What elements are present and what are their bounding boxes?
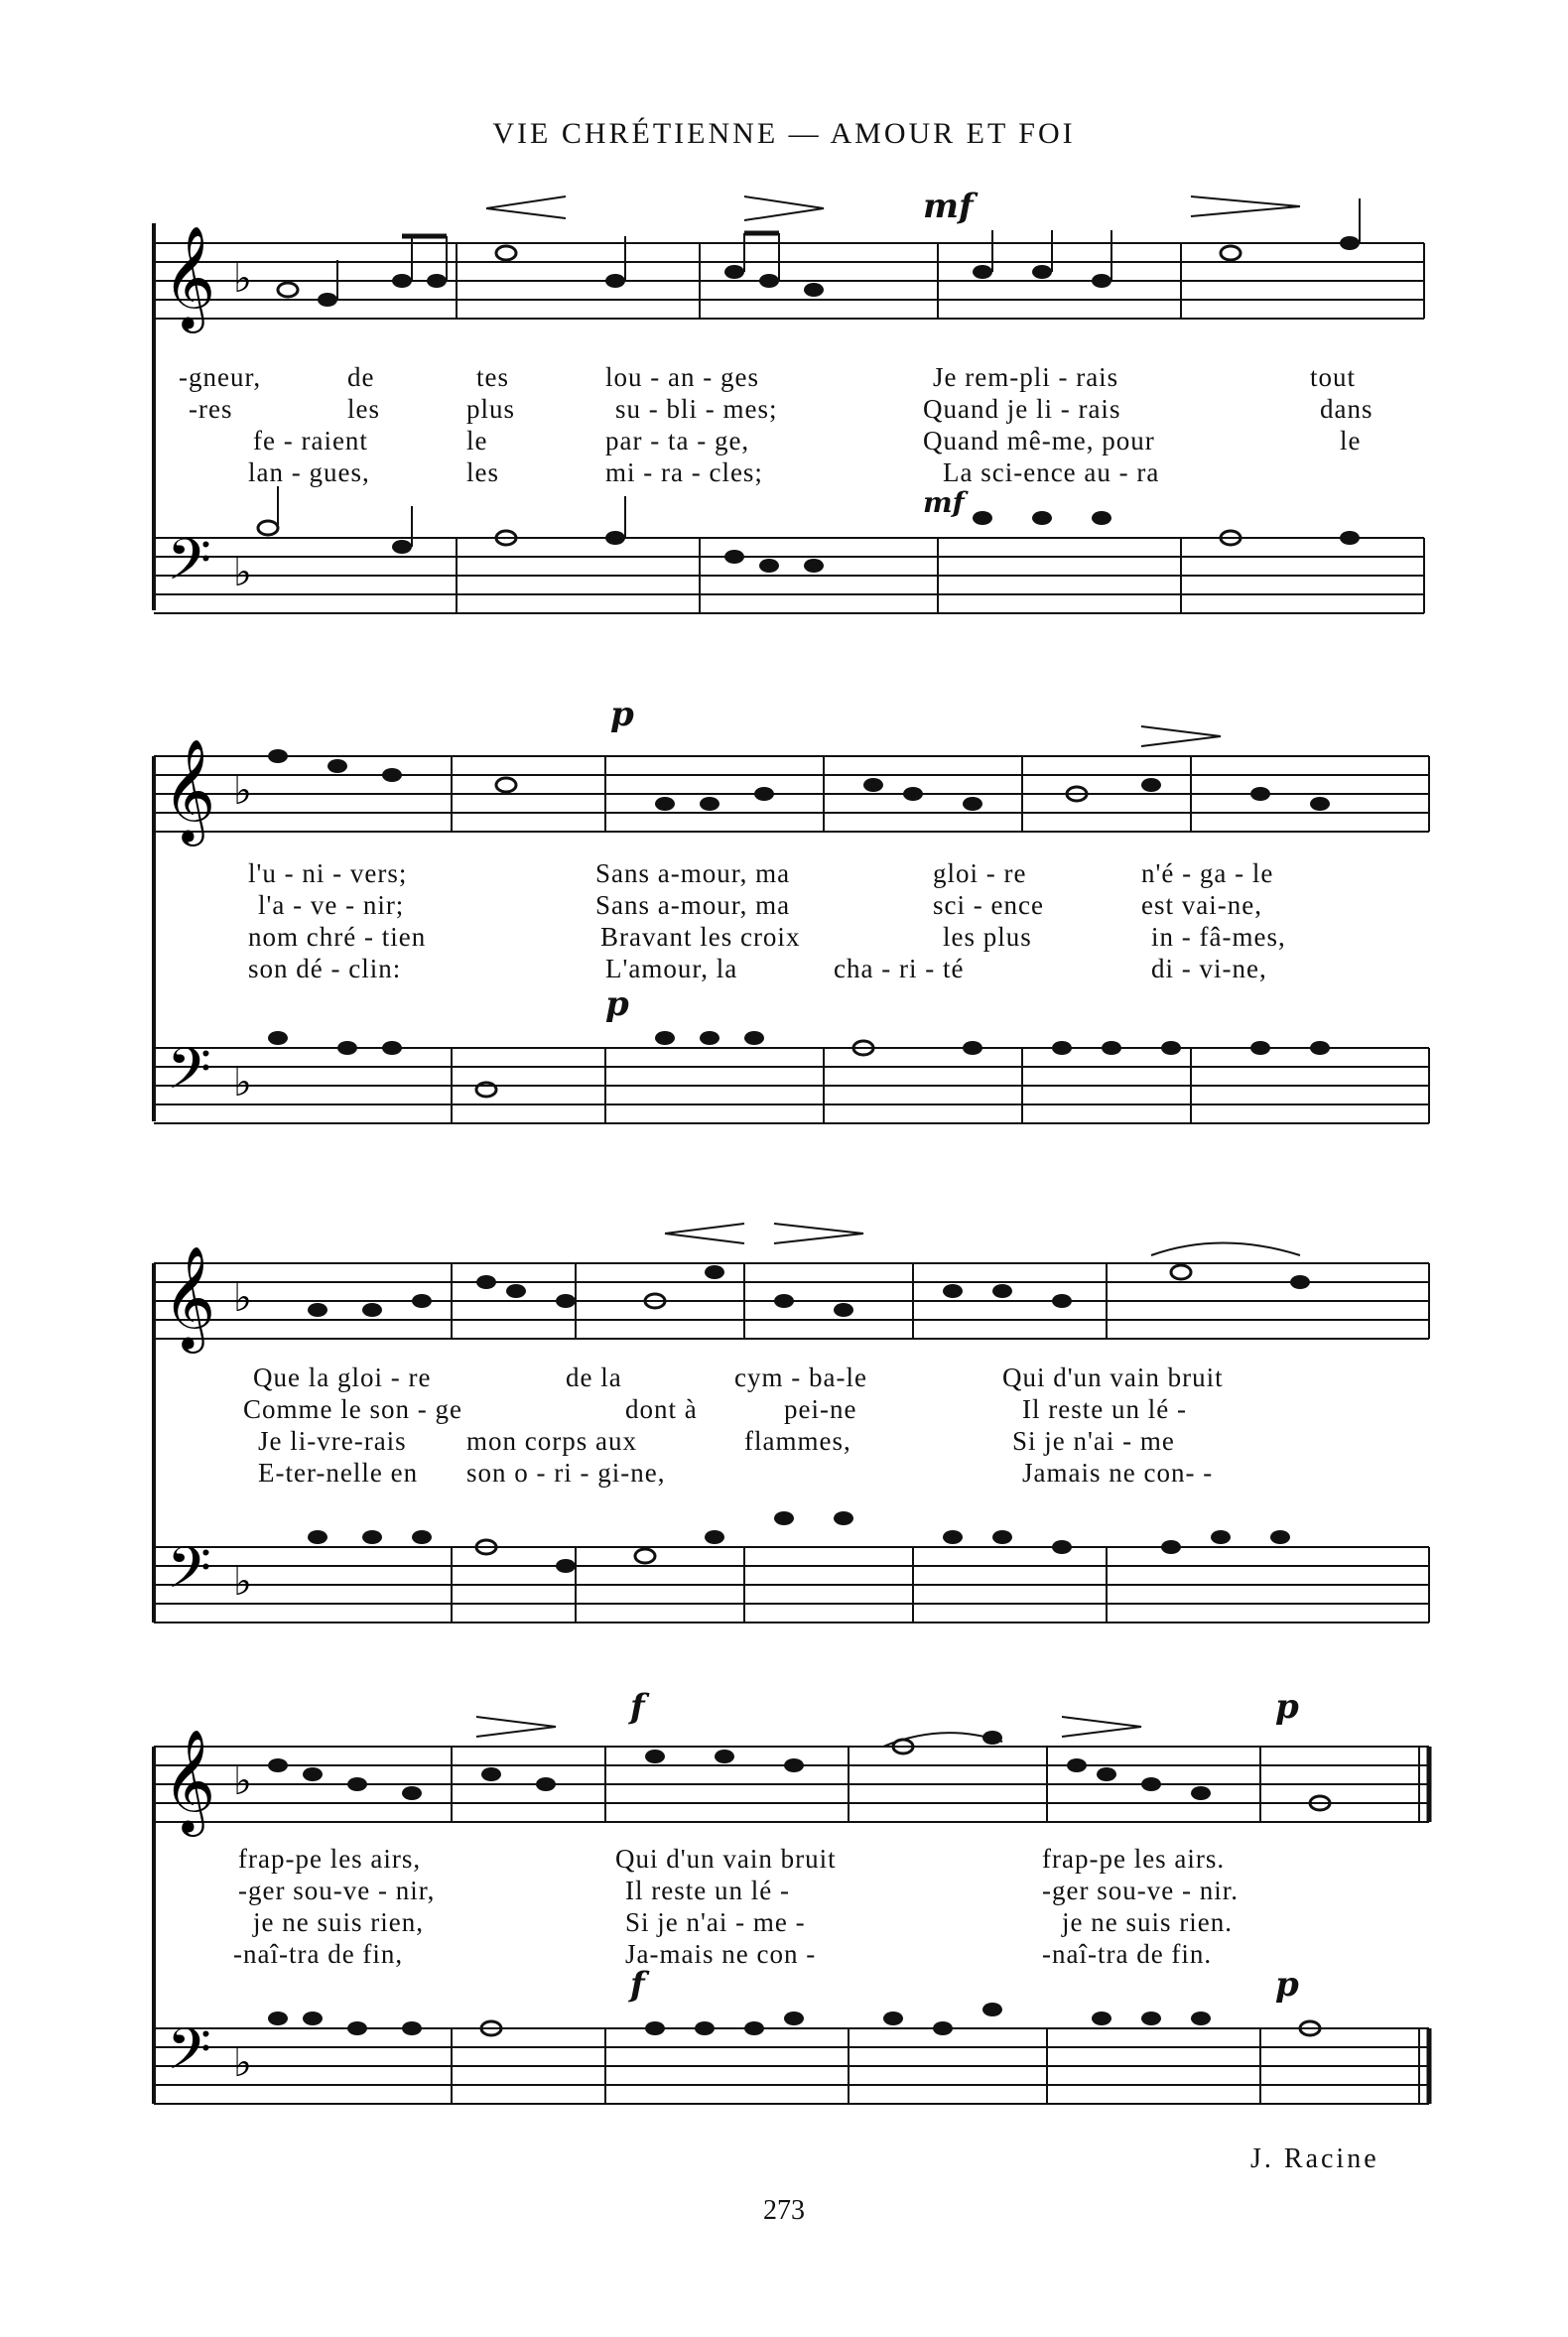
lyric-syllable: nom chré - tien bbox=[248, 922, 427, 952]
lyric-syllable: Quand je li - rais bbox=[923, 394, 1121, 424]
lyric-syllable: Ja-mais ne con - bbox=[625, 1939, 817, 1969]
lyric-syllable: Qui d'un vain bruit bbox=[1002, 1363, 1224, 1392]
lyric-verse-2 bbox=[149, 394, 1429, 426]
lyric-syllable: E-ter-nelle en bbox=[258, 1458, 419, 1488]
dynamic-marking: p bbox=[610, 695, 634, 734]
lyric-syllable: de la bbox=[566, 1363, 622, 1392]
music-system-3 bbox=[149, 1196, 1429, 1662]
lyric-syllable: pei-ne bbox=[784, 1394, 857, 1424]
lyric-syllable: gloi - re bbox=[933, 858, 1027, 888]
music-system-4 bbox=[149, 1687, 1429, 2134]
dynamic-marking: f bbox=[630, 1965, 645, 2005]
lyric-syllable: son o - ri - gi-ne, bbox=[466, 1458, 666, 1488]
dynamic-marking: mf bbox=[923, 486, 965, 519]
lyric-syllable: Sans a-mour, ma bbox=[595, 890, 791, 920]
lyric-syllable: Bravant les croix bbox=[600, 922, 801, 952]
lyric-verse-2 bbox=[149, 1394, 1429, 1426]
lyric-syllable: -ger sou-ve - nir, bbox=[238, 1876, 436, 1905]
lyric-syllable: La sci-ence au - ra bbox=[943, 457, 1160, 487]
lyric-syllable: -gneur, bbox=[179, 362, 262, 392]
lyric-verse-3 bbox=[149, 426, 1429, 457]
lyric-syllable: n'é - ga - le bbox=[1141, 858, 1274, 888]
lyric-verse-1 bbox=[149, 858, 1429, 890]
lyric-syllable: dans bbox=[1320, 394, 1373, 424]
lyric-syllable: Si je n'ai - me - bbox=[625, 1907, 806, 1937]
svg-text:𝄞: 𝄞 bbox=[163, 1729, 216, 1833]
lyric-syllable: flammes, bbox=[744, 1426, 851, 1456]
lyric-syllable: Comme le son - ge bbox=[243, 1394, 462, 1424]
lyric-syllable: le bbox=[466, 426, 488, 455]
svg-text:♭: ♭ bbox=[233, 1559, 252, 1605]
svg-text:♭: ♭ bbox=[233, 550, 252, 595]
lyric-syllable: mi - ra - cles; bbox=[605, 457, 763, 487]
lyric-syllable: Je li-vre-rais bbox=[258, 1426, 407, 1456]
lyric-syllable: je ne suis rien, bbox=[253, 1907, 424, 1937]
svg-text:♭: ♭ bbox=[233, 1758, 252, 1804]
lyric-verse-4 bbox=[149, 1939, 1429, 1971]
lyric-syllable: Il reste un lé - bbox=[1022, 1394, 1187, 1424]
lyric-syllable: cym - ba-le bbox=[734, 1363, 867, 1392]
svg-text:𝄞: 𝄞 bbox=[163, 738, 216, 843]
lyric-verse-1 bbox=[149, 1363, 1429, 1394]
lyric-syllable: je ne suis rien. bbox=[1062, 1907, 1233, 1937]
svg-text:𝄢: 𝄢 bbox=[167, 526, 212, 607]
lyric-verse-4 bbox=[149, 457, 1429, 489]
svg-text:♭: ♭ bbox=[233, 2040, 252, 2086]
lyric-syllable: su - bli - mes; bbox=[615, 394, 778, 424]
lyric-syllable: plus bbox=[466, 394, 516, 424]
composer-credit: J. Racine bbox=[1250, 2143, 1379, 2174]
lyric-verse-2 bbox=[149, 890, 1429, 922]
svg-text:𝄞: 𝄞 bbox=[163, 225, 216, 329]
lyric-syllable: mon corps aux bbox=[466, 1426, 637, 1456]
music-system-1 bbox=[149, 169, 1429, 635]
lyric-verse-4 bbox=[149, 954, 1429, 985]
lyric-syllable: frap-pe les airs, bbox=[238, 1844, 422, 1874]
lyric-verse-3 bbox=[149, 1426, 1429, 1458]
lyric-syllable: lan - gues, bbox=[248, 457, 370, 487]
svg-text:𝄢: 𝄢 bbox=[167, 1035, 212, 1116]
lyric-syllable: Il reste un lé - bbox=[625, 1876, 790, 1905]
lyric-syllable: Que la gloi - re bbox=[253, 1363, 432, 1392]
lyric-syllable: l'a - ve - nir; bbox=[258, 890, 405, 920]
lyric-syllable: -naî-tra de fin. bbox=[1042, 1939, 1213, 1969]
lyric-syllable: frap-pe les airs. bbox=[1042, 1844, 1226, 1874]
lyric-syllable: tout bbox=[1310, 362, 1357, 392]
lyric-syllable: in - fâ-mes, bbox=[1151, 922, 1286, 952]
lyric-syllable: Quand mê-me, pour bbox=[923, 426, 1155, 455]
lyric-syllable: dont à bbox=[625, 1394, 698, 1424]
lyric-syllable: Sans a-mour, ma bbox=[595, 858, 791, 888]
lyric-syllable: son dé - clin: bbox=[248, 954, 402, 983]
lyric-syllable: de bbox=[347, 362, 375, 392]
page-number: 273 bbox=[763, 2195, 805, 2226]
lyric-syllable: Si je n'ai - me bbox=[1012, 1426, 1175, 1456]
svg-text:♭: ♭ bbox=[233, 1060, 252, 1105]
lyric-syllable: L'amour, la bbox=[605, 954, 738, 983]
lyric-verse-3 bbox=[149, 1907, 1429, 1939]
lyric-syllable: Je rem-pli - rais bbox=[933, 362, 1119, 392]
lyric-syllable: fe - raient bbox=[253, 426, 368, 455]
lyric-syllable: -ger sou-ve - nir. bbox=[1042, 1876, 1239, 1905]
lyric-syllable: l'u - ni - vers; bbox=[248, 858, 408, 888]
lyric-syllable: tes bbox=[476, 362, 509, 392]
dynamic-marking: mf bbox=[923, 187, 974, 226]
music-system-2 bbox=[149, 695, 1429, 1161]
lyric-syllable: di - vi-ne, bbox=[1151, 954, 1267, 983]
dynamic-marking: p bbox=[605, 984, 629, 1024]
lyric-verse-1 bbox=[149, 362, 1429, 394]
dynamic-marking: f bbox=[630, 1687, 645, 1727]
lyric-verse-2 bbox=[149, 1876, 1429, 1907]
svg-text:𝄞: 𝄞 bbox=[163, 1245, 216, 1350]
lyric-verse-1 bbox=[149, 1844, 1429, 1876]
lyric-syllable: Jamais ne con- - bbox=[1022, 1458, 1214, 1488]
page-title: VIE CHRÉTIENNE — AMOUR ET FOI bbox=[492, 117, 1076, 150]
svg-text:𝄢: 𝄢 bbox=[167, 1534, 212, 1616]
lyric-syllable: est vai-ne, bbox=[1141, 890, 1262, 920]
lyric-syllable: les bbox=[466, 457, 499, 487]
lyric-syllable: le bbox=[1340, 426, 1362, 455]
dynamic-marking: p bbox=[1275, 1687, 1299, 1727]
lyric-syllable: lou - an - ges bbox=[605, 362, 759, 392]
svg-text:♭: ♭ bbox=[233, 768, 252, 814]
lyric-syllable: -naî-tra de fin, bbox=[233, 1939, 404, 1969]
lyric-syllable: sci - ence bbox=[933, 890, 1044, 920]
lyric-syllable: Qui d'un vain bruit bbox=[615, 1844, 837, 1874]
lyric-syllable: les plus bbox=[943, 922, 1032, 952]
lyric-syllable: -res bbox=[189, 394, 233, 424]
svg-text:𝄢: 𝄢 bbox=[167, 2015, 212, 2097]
dynamic-marking: p bbox=[1275, 1965, 1299, 2005]
lyric-syllable: cha - ri - té bbox=[834, 954, 965, 983]
lyric-syllable: par - ta - ge, bbox=[605, 426, 750, 455]
lyric-syllable: les bbox=[347, 394, 380, 424]
lyric-verse-4 bbox=[149, 1458, 1429, 1490]
svg-text:♭: ♭ bbox=[233, 1275, 252, 1321]
lyric-verse-3 bbox=[149, 922, 1429, 954]
svg-text:♭: ♭ bbox=[233, 256, 252, 302]
